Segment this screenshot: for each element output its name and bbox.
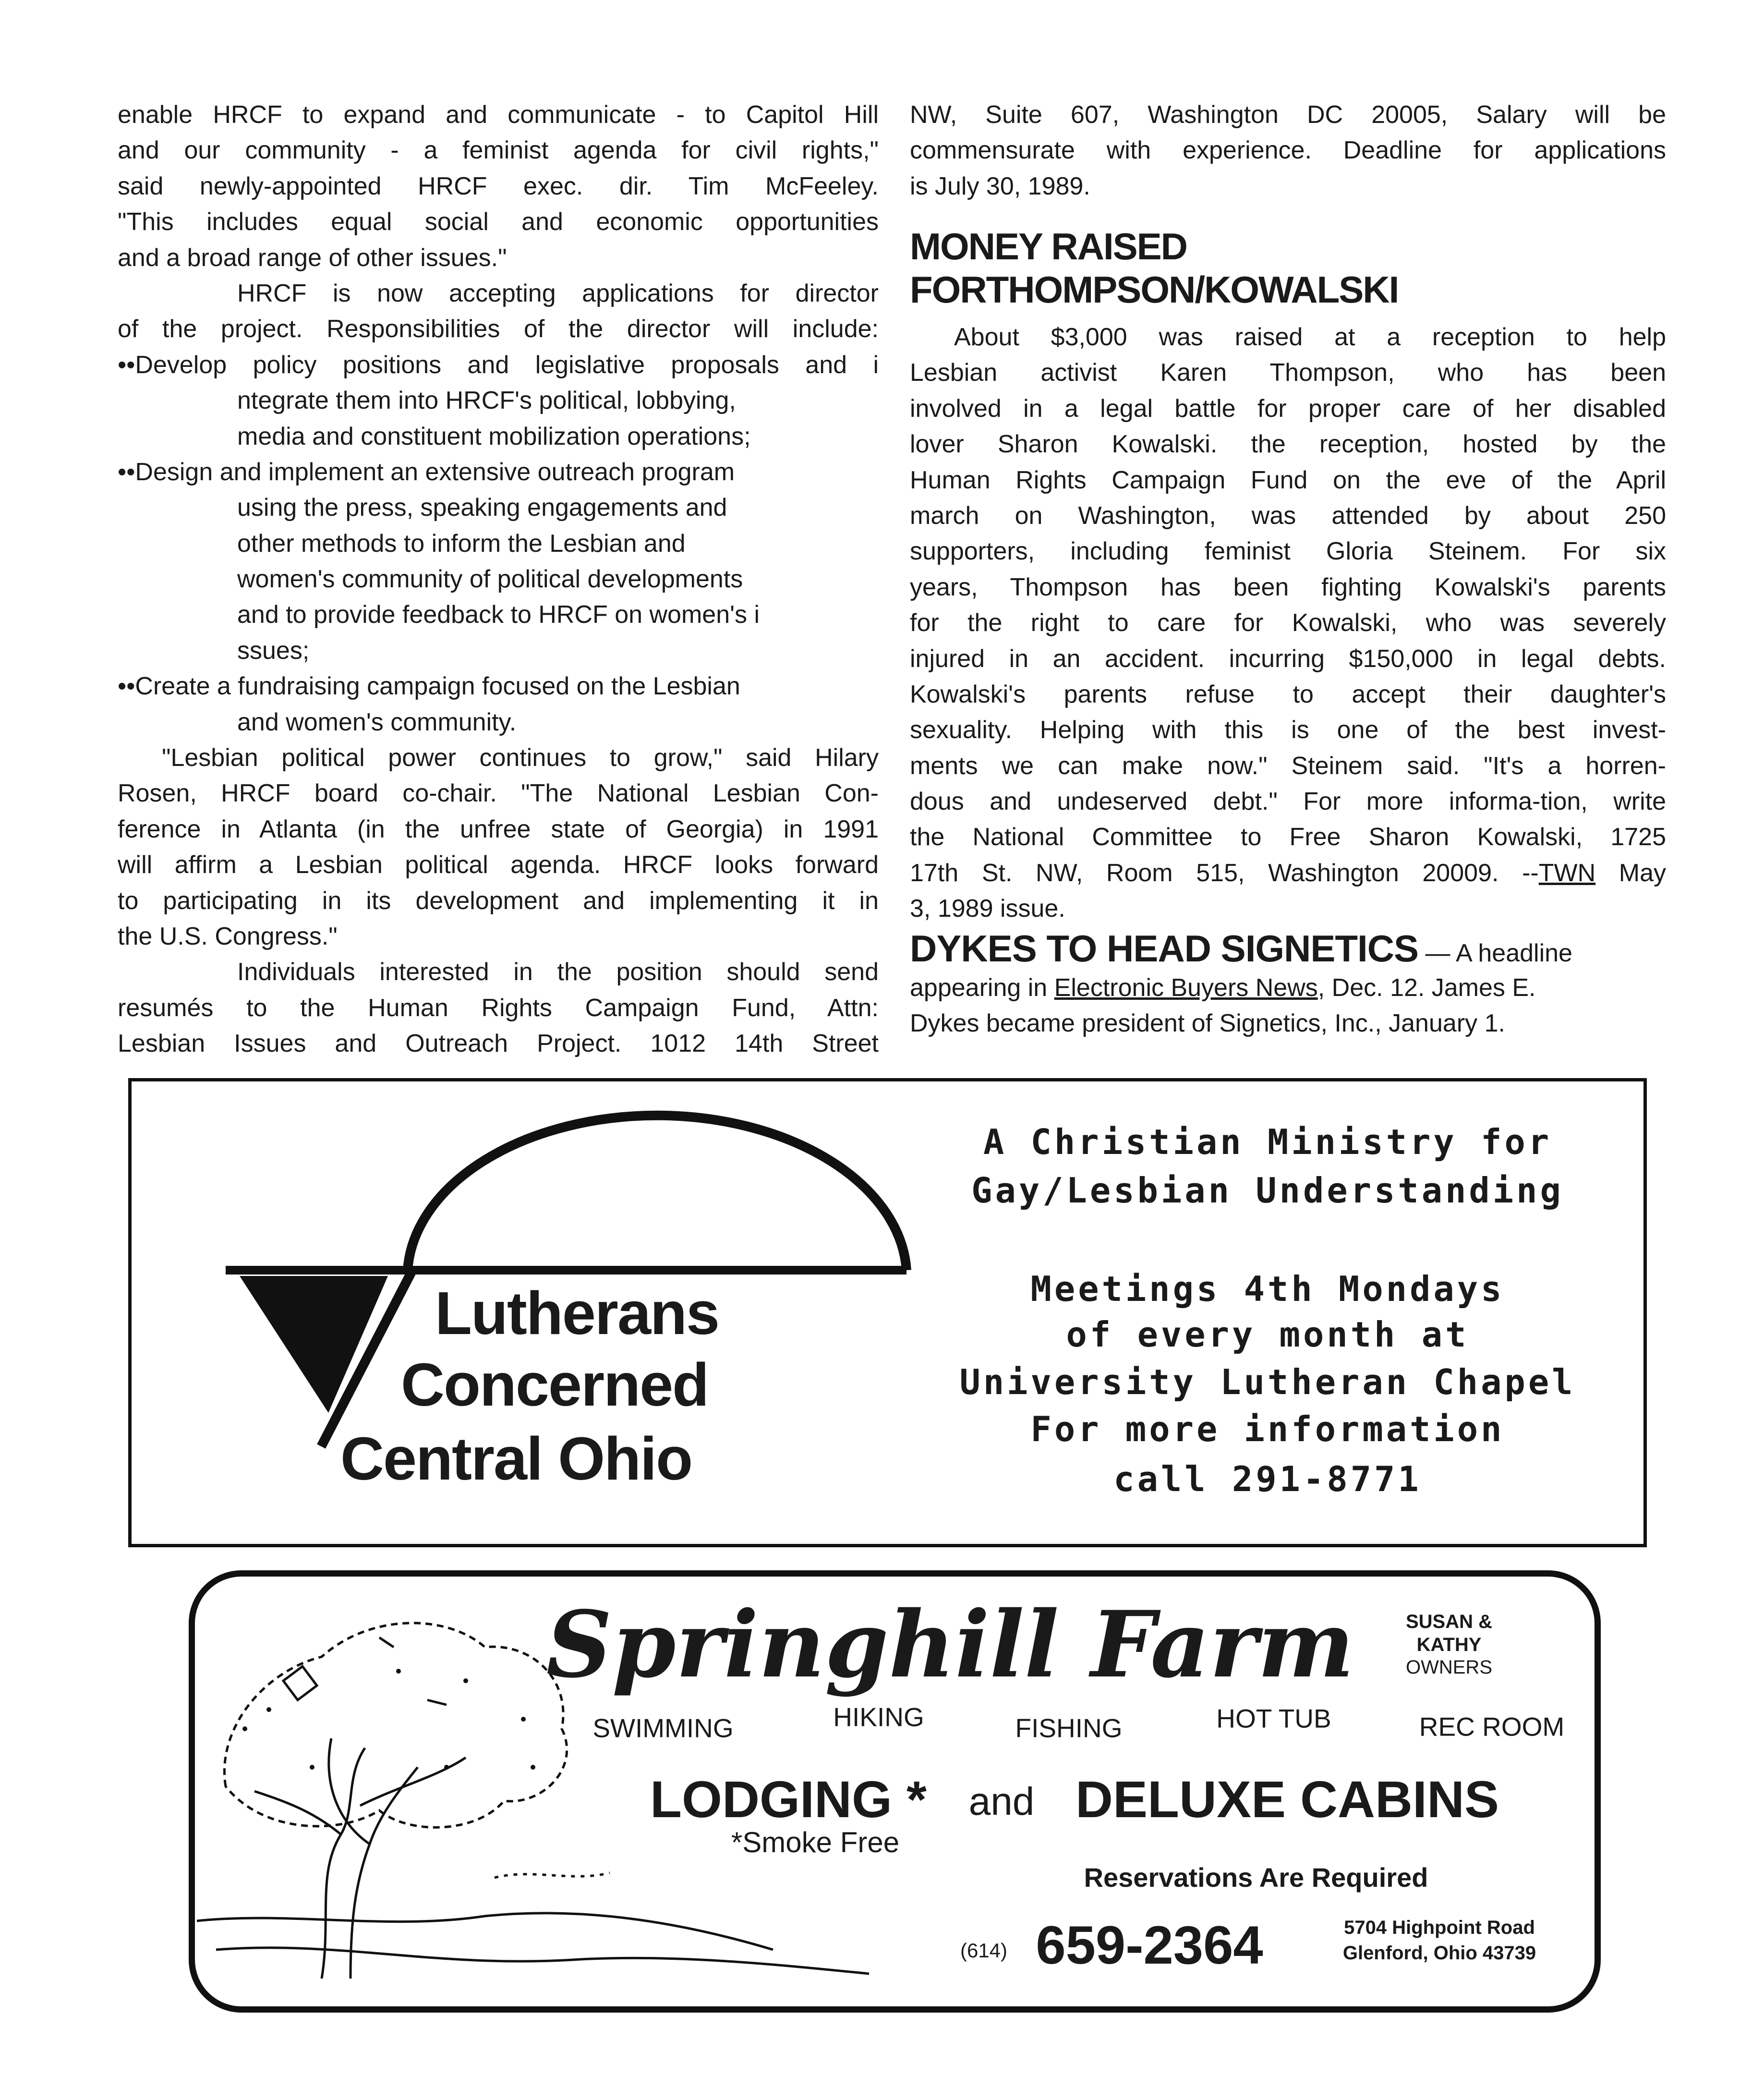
- reservations-note: Reservations Are Required: [1084, 1862, 1428, 1893]
- ad-info-line: University Lutheran Chapel: [959, 1362, 1576, 1402]
- text-line: of the project. Responsibilities of the director will include:: [118, 315, 879, 343]
- text-line: and to provide feedback to HRCF on women's i: [237, 601, 760, 629]
- text-line: Lesbian Issues and Outreach Project. 1012 14th Street: [118, 1030, 879, 1058]
- ad-info-line: For more information: [1030, 1409, 1505, 1449]
- ad-phone-line: call 291-8771: [1113, 1459, 1422, 1499]
- left-column-article: [118, 97, 879, 1062]
- headline-dykes: DYKES TO HEAD SIGNETICS: [910, 927, 1419, 970]
- text-line: ssues;: [237, 636, 310, 665]
- amenity-swimming: SWIMMING: [592, 1713, 734, 1743]
- area-code: (614): [960, 1939, 1008, 1962]
- lutherans-concerned-ad: [128, 1078, 1647, 1547]
- text-line: injured in an accident. incurring $150,000 in legal debts.: [910, 644, 1666, 673]
- text-line: 3, 1989 issue.: [910, 895, 1065, 923]
- text-line: resumés to the Human Rights Campaign Fund, Attn:: [118, 994, 879, 1022]
- text-line: supporters, including feminist Gloria Steinem. For six: [910, 537, 1666, 566]
- text-line: sexuality. Helping with this is one of the best invest-: [910, 716, 1666, 744]
- text-line: is July 30, 1989.: [910, 172, 1090, 200]
- text: , Dec. 12. James E.: [1317, 973, 1536, 1002]
- text-line: [910, 855, 1666, 891]
- text-line: ments we can make now." Steinem said. "It's a horren-: [910, 752, 1666, 780]
- text-line: Human Rights Campaign Fund on the eve of the April: [910, 466, 1666, 494]
- headline-thompson-kowalski: FORTHOMPSON/KOWALSKI: [910, 268, 1399, 311]
- owners-line: OWNERS: [1406, 1657, 1492, 1678]
- text-line: [910, 970, 1666, 1006]
- amenity-hiking: HIKING: [833, 1702, 924, 1732]
- text: 17th St. NW, Room 515, Washington 20009. --: [910, 859, 1539, 887]
- and-label: and: [968, 1780, 1035, 1823]
- lodging-label: LODGING *: [650, 1770, 927, 1828]
- ad-info-line: Gay/Lesbian Understanding: [971, 1170, 1564, 1211]
- text-line: HRCF is now accepting applications for director: [237, 279, 879, 307]
- text-line: and our community - a feminist agenda for civil rights,": [118, 136, 879, 165]
- owners-line: SUSAN &: [1405, 1611, 1493, 1632]
- logo-text-central-ohio: Central Ohio: [340, 1425, 692, 1493]
- deluxe-cabins-label: DELUXE CABINS: [1075, 1770, 1499, 1828]
- publication-name: Electronic Buyers News: [1054, 973, 1318, 1002]
- amenity-rec-room: REC ROOM: [1419, 1712, 1565, 1742]
- text-line: using the press, speaking engagements and: [237, 494, 727, 522]
- owners-line: KATHY: [1416, 1634, 1482, 1655]
- text-line: Dykes became president of Signetics, Inc., January 1.: [910, 1009, 1505, 1038]
- headline-money-raised: MONEY RAISED: [910, 225, 1187, 267]
- text-line: ••Create a fundraising campaign focused on the Lesbian: [118, 672, 740, 701]
- text-line: and women's community.: [237, 708, 517, 736]
- text-line: commensurate with experience. Deadline for applications: [910, 136, 1666, 165]
- ad-info-line: of every month at: [1066, 1314, 1469, 1355]
- address-line: 5704 Highpoint Road: [1344, 1917, 1535, 1938]
- logo-text-concerned: Concerned: [401, 1351, 709, 1419]
- smoke-free-note: *Smoke Free: [731, 1826, 900, 1858]
- ad-info-line: A Christian Ministry for: [983, 1122, 1552, 1162]
- text-line: ••Design and implement an extensive outreach program: [118, 458, 735, 486]
- text: appearing in: [910, 973, 1054, 1002]
- text: May: [1595, 859, 1666, 887]
- text-line: for the right to care for Kowalski, who was severely: [910, 609, 1666, 637]
- phone-number: 659-2364: [1036, 1915, 1263, 1975]
- ad-info-line: Meetings 4th Mondays: [1030, 1269, 1505, 1309]
- text-line: Rosen, HRCF board co-chair. "The National Lesbian Con-: [118, 779, 879, 808]
- text-line: years, Thompson has been fighting Kowalski's parents: [910, 573, 1666, 601]
- headline-dash-text: — A headline: [1418, 939, 1572, 967]
- text-line: women's community of political developments: [237, 565, 743, 594]
- text-line: ••Develop policy positions and legislative proposals and i: [118, 351, 879, 379]
- text-line: media and constituent mobilization operations;: [237, 422, 751, 450]
- text-line: said newly-appointed HRCF exec. dir. Tim McFeeley.: [118, 172, 879, 200]
- publication-name: TWN: [1538, 859, 1596, 887]
- text-line: "This includes equal social and economic opportunities: [118, 208, 879, 236]
- amenity-hot-tub: HOT TUB: [1216, 1703, 1331, 1734]
- text-line: and a broad range of other issues.": [118, 243, 507, 272]
- text-line: "Lesbian political power continues to grow," said Hilary: [162, 744, 879, 772]
- text-line: ference in Atlanta (in the unfree state of Georgia) in 1991: [118, 815, 879, 843]
- text-line: ntegrate them into HRCF's political, lobbying,: [237, 387, 736, 415]
- text-line: dous and undeserved debt." For more informa-tion, write: [910, 788, 1666, 816]
- text-line: involved in a legal battle for proper care of her disabled: [910, 394, 1666, 423]
- headline-dykes-line: [910, 927, 1666, 970]
- text-line: NW, Suite 607, Washington DC 20005, Salary will be: [910, 101, 1666, 129]
- text-line: Kowalski's parents refuse to accept their daughter's: [910, 680, 1666, 708]
- text-line: Lesbian activist Karen Thompson, who has been: [910, 359, 1666, 387]
- text-line: Individuals interested in the position should send: [237, 958, 879, 986]
- logo-text-lutherans: Lutherans: [435, 1279, 719, 1347]
- article-money-raised: [910, 319, 1666, 1041]
- text-line: the U.S. Congress.": [118, 922, 338, 950]
- text-line: will affirm a Lesbian political agenda. HRCF looks forward: [118, 851, 879, 879]
- address-line: Glenford, Ohio 43739: [1342, 1942, 1536, 1964]
- text-line: the National Committee to Free Sharon Kowalski, 1725: [910, 823, 1666, 851]
- text-line: About $3,000 was raised at a reception to help: [954, 323, 1666, 351]
- text-line: march on Washington, was attended by about 250: [910, 501, 1666, 530]
- text-line: lover Sharon Kowalski. the reception, hosted by the: [910, 430, 1666, 459]
- text-line: enable HRCF to expand and communicate - to Capitol Hill: [118, 101, 879, 129]
- farm-title: Springhill Farm: [546, 1591, 1354, 1698]
- right-column-article: [910, 97, 1666, 204]
- text-line: other methods to inform the Lesbian and: [237, 529, 686, 558]
- amenity-fishing: FISHING: [1015, 1713, 1123, 1743]
- text-line: to participating in its development and implementing it in: [118, 886, 879, 915]
